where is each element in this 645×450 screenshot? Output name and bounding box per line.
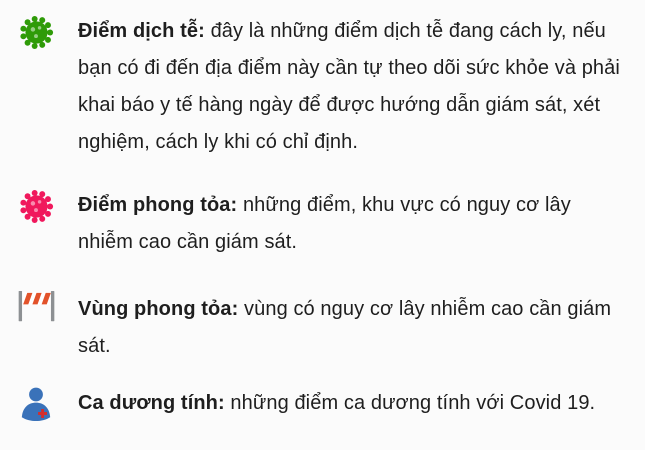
legend-text — [78, 385, 631, 422]
legend-item-epidemiology-point — [16, 13, 631, 161]
barrier-icon — [16, 291, 78, 331]
legend-item-lockdown-point — [16, 187, 631, 261]
legend-text — [78, 291, 631, 365]
legend-description: vùng có nguy cơ lây nhiễm cao cần giám sát. — [78, 298, 612, 357]
legend-item-positive-case — [16, 385, 631, 424]
person-icon — [16, 385, 78, 424]
legend-label: Điểm phong tỏa: — [78, 194, 238, 216]
legend-description: đây là những điểm dịch tễ đang cách ly, nếu bạn có đi đến địa điểm này cần tự theo dõi sức khỏe và phải khai báo y tế hàng ngày để được hướng dẫn giám sát, xét nghiệm, cách ly khi có chỉ định. — [78, 20, 620, 153]
green-virus-icon — [16, 13, 78, 53]
pink-virus-icon — [16, 187, 78, 227]
legend-text — [78, 13, 631, 161]
legend-label: Điểm dịch tễ: — [78, 20, 205, 42]
legend-label: Vùng phong tỏa: — [78, 298, 239, 320]
legend-description: những điểm ca dương tính với Covid 19. — [230, 392, 596, 414]
legend-item-lockdown-zone — [16, 291, 631, 365]
legend-description: những điểm, khu vực có nguy cơ lây nhiễm cao cần giám sát. — [78, 194, 571, 253]
legend-text — [78, 187, 631, 261]
legend-label: Ca dương tính: — [78, 392, 225, 414]
